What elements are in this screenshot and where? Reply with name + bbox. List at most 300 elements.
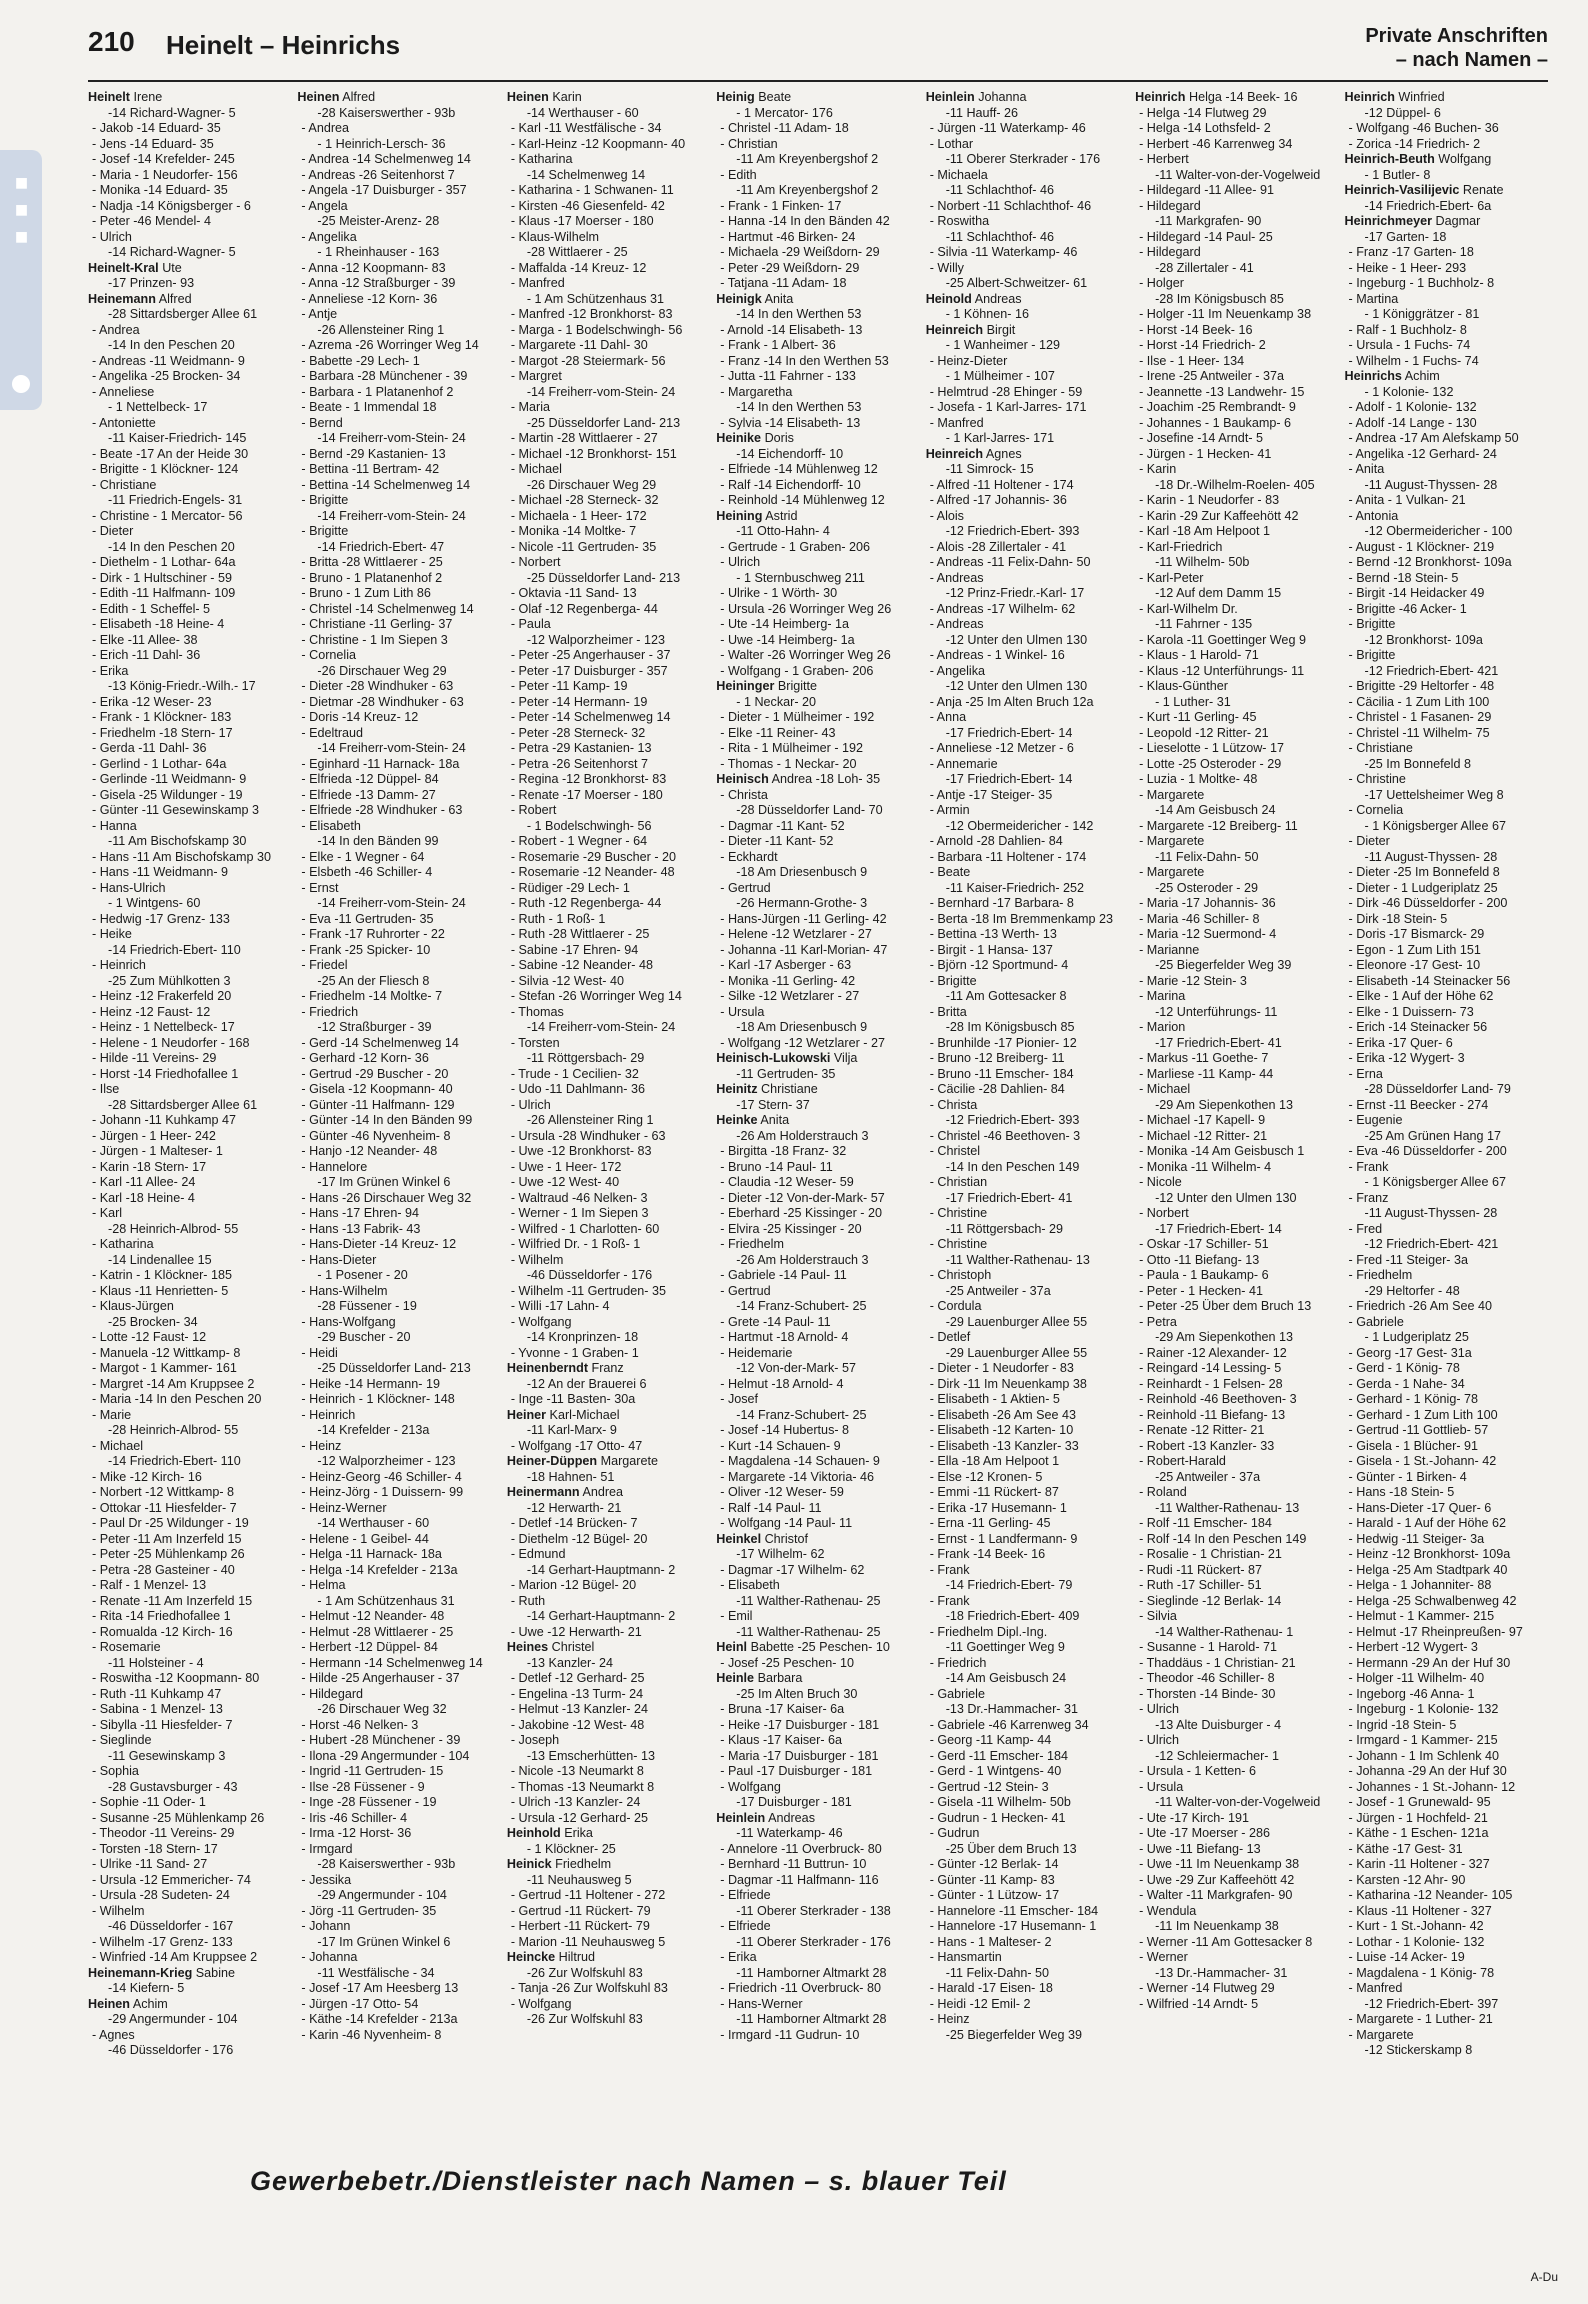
name-entry: - Tatjana -11 Adam- 18 <box>720 276 847 290</box>
name-entry: - Erika -17 Quer- 6 <box>1348 1035 1453 1050</box>
address-line: - 1 Butler- 8 <box>1364 167 1431 182</box>
name-entry: - Günter -12 Berlak- 14 <box>929 1857 1059 1871</box>
name-entry: - Eleonore -17 Gest- 10 <box>1348 958 1481 972</box>
name-entry: - Ruth - 1 Roß- 1 <box>510 911 606 926</box>
name-entry: - Horst -14 Friedrich- 2 <box>1139 338 1266 352</box>
name-entry: - Beate <box>929 865 971 879</box>
address-line: - 1 Wintgens- 60 <box>108 896 201 910</box>
name-entry: - Erna <box>1348 1066 1383 1081</box>
name-entry: - Klaus-Wilhelm <box>510 229 600 244</box>
name-entry: - Jutta -11 Fahrner - 133 <box>720 369 856 383</box>
surname: Heinrich-Beuth <box>1344 152 1435 166</box>
name-entry: - Dirk - 1 Hultschiner - 59 <box>92 570 232 585</box>
name-entry: - Uwe -12 West- 40 <box>510 1175 620 1189</box>
name-entry: - Irene -25 Antweiler - 37a <box>1139 369 1285 383</box>
name-entry: - Angelika <box>929 663 985 678</box>
name-entry: - Erika -12 Wygert- 3 <box>1348 1051 1465 1065</box>
name-entry: - Helmut -17 Rheinpreußen- 97 <box>1348 1624 1523 1639</box>
address-line: -11 Gesewinskamp 3 <box>108 1748 226 1763</box>
name-entry: - Christoph <box>929 1268 992 1282</box>
address-line: -11 August-Thyssen- 28 <box>1364 1206 1498 1220</box>
address-line: -25 Am Grünen Hang 17 <box>1364 1128 1502 1143</box>
name-entry: - Katrin - 1 Klöckner- 185 <box>92 1268 232 1282</box>
address-line: -17 Friedrich-Ebert- 14 <box>945 725 1073 740</box>
name-entry: - Elfriede -28 Windhuker - 63 <box>301 803 463 817</box>
name-entry: - Helmut - 1 Kammer- 215 <box>1348 1609 1495 1623</box>
surname-entry <box>716 1051 919 1067</box>
address-line: -25 Antweiler - 37a <box>1155 1469 1261 1484</box>
name-entry: - Werner - 1 Im Siepen 3 <box>510 1206 649 1220</box>
name-entry: - Ruth -11 Kuhkamp 47 <box>92 1686 222 1701</box>
name-entry: - Peter -11 Kamp- 19 <box>510 679 628 693</box>
name-entry: - Karin -11 Holtener - 327 <box>1348 1857 1490 1871</box>
name-entry: - Reinhold -11 Biefang- 13 <box>1139 1407 1286 1422</box>
name-entry: - Angela -17 Duisburger - 357 <box>301 183 467 197</box>
given-name: Wolfgang <box>1438 152 1492 166</box>
name-entry: - Johanna -11 Karl-Morian- 47 <box>720 942 888 957</box>
surname-entry <box>1345 183 1548 199</box>
name-entry: - Stefan -26 Worringer Weg 14 <box>510 989 682 1003</box>
name-entry: - Antoniette <box>92 415 156 430</box>
name-entry: - Petra -26 Seitenhorst 7 <box>510 756 649 771</box>
address-line: -25 Zum Mühlkotten 3 <box>108 973 231 988</box>
name-entry: - Peter -28 Sterneck- 32 <box>510 725 646 740</box>
name-entry: - Gertrud -11 Rückert- 79 <box>510 1903 651 1918</box>
name-entry: - Peter -14 Hermann- 19 <box>510 694 648 709</box>
name-entry: - Michael -28 Sterneck- 32 <box>510 493 659 507</box>
name-entry: - Wolfgang <box>720 1779 781 1794</box>
name-entry: - Birgitta -18 Franz- 32 <box>720 1144 847 1158</box>
surname: Heinen <box>88 1996 130 2011</box>
address-line: -11 Wilhelm- 50b <box>1155 555 1250 569</box>
name-entry: - Rüdiger -29 Lech- 1 <box>510 880 630 895</box>
name-entry: - Hannelore <box>301 1159 368 1174</box>
given-name: Sabine <box>195 1965 235 1980</box>
name-entry: - Karin - 1 Neudorfer - 83 <box>1139 493 1280 507</box>
address-line: -11 Karl-Marx- 9 <box>526 1423 617 1437</box>
name-entry: - Dirk -11 Im Neuenkamp 38 <box>929 1376 1087 1391</box>
name-entry: - Rita -14 Friedhofallee 1 <box>92 1609 231 1623</box>
name-entry: - Wolfgang -46 Buchen- 36 <box>1348 121 1499 135</box>
name-entry: - Günter -11 Kamp- 83 <box>929 1872 1055 1887</box>
name-entry: - Margarete <box>1139 834 1205 848</box>
name-entry: - Wolfgang <box>510 1314 572 1329</box>
address-line: -11 Am Kreyenbergshof 2 <box>736 183 879 197</box>
surname-entry <box>1345 90 1548 106</box>
name-entry: - Erika -17 Husemann- 1 <box>929 1500 1067 1515</box>
name-entry: - Helga -14 Lothsfeld- 2 <box>1139 121 1271 135</box>
name-entry: - Beate -17 An der Heide 30 <box>92 446 249 461</box>
name-entry: - Josefa - 1 Karl-Jarres- 171 <box>929 400 1087 414</box>
address-line: -14 Werthauser - 60 <box>526 105 639 120</box>
name-entry: - Sophia <box>92 1764 139 1778</box>
name-entry: - Wilfred - 1 Charlotten- 60 <box>510 1221 660 1236</box>
address-line: -11 Otto-Hahn- 4 <box>736 524 830 538</box>
address-line: -14 In den Bänden 99 <box>317 834 439 848</box>
name-entry: - Elfriede -14 Mühlenweg 12 <box>720 462 878 476</box>
name-entry: - Elisabeth -12 Karten- 10 <box>929 1423 1074 1437</box>
name-entry: - Robert <box>510 803 557 817</box>
name-entry: - Holger -11 Wilhelm- 40 <box>1348 1671 1485 1685</box>
given-name: Karl-Michael <box>549 1407 620 1422</box>
name-entry: - Theodor -46 Schiller- 8 <box>1139 1671 1275 1685</box>
name-entry: - Cordula <box>929 1299 982 1313</box>
address-line: -28 Kaiserswerther - 93b <box>317 1857 456 1871</box>
given-name: Babette -25 Peschen- 10 <box>750 1640 890 1654</box>
address-line: -14 Kiefern- 5 <box>108 1981 185 1995</box>
name-entry: - Rita - 1 Mülheimer - 192 <box>720 741 864 755</box>
name-entry: - Rudi -11 Rückert- 87 <box>1139 1562 1263 1577</box>
name-entry: - Hans-Dieter -17 Quer- 6 <box>1348 1500 1492 1515</box>
name-entry: - Alois -28 Zillertaler - 41 <box>929 539 1067 554</box>
name-entry: - Gerda -11 Dahl- 36 <box>92 741 207 755</box>
surname: Heinle <box>716 1671 755 1685</box>
name-entry: - Christine - 1 Mercator- 56 <box>92 508 243 523</box>
address-line: -46 Düsseldorfer - 176 <box>108 2043 234 2057</box>
name-entry: - Britta -28 Wittlaerer - 25 <box>301 555 443 569</box>
given-name: Doris <box>764 431 794 445</box>
address-line: -46 Düsseldorfer - 176 <box>526 1268 653 1282</box>
given-name: Anita <box>760 1113 790 1127</box>
name-entry: - Norbert -11 Schlachthof- 46 <box>929 198 1092 213</box>
name-entry: - Angelika <box>301 229 357 244</box>
address-line: -28 Gustavsburger - 43 <box>108 1779 238 1794</box>
name-entry: - Oktavia -11 Sand- 13 <box>510 586 637 600</box>
address-line: -12 Unter den Ulmen 130 <box>945 632 1088 647</box>
name-entry: - Elfriede <box>720 1888 771 1902</box>
address-line: -11 August-Thyssen- 28 <box>1364 849 1498 864</box>
name-entry: - Brigitte <box>301 524 349 538</box>
given-name: Agnes <box>985 446 1022 461</box>
address-line: -25 Über dem Bruch 13 <box>945 1841 1077 1856</box>
name-entry: - Jürgen - 1 Hochfeld- 21 <box>1348 1810 1488 1825</box>
name-entry: - Frank <box>929 1593 970 1608</box>
name-entry: - Maria <box>510 400 551 414</box>
directory-column <box>1345 90 1548 2160</box>
name-entry: - Peter - 1 Hecken- 41 <box>1139 1283 1263 1298</box>
name-entry: - Holger <box>1139 276 1184 290</box>
name-entry: - Eva -46 Düsseldorfer - 200 <box>1348 1144 1507 1158</box>
name-entry: - Christine <box>1348 772 1406 786</box>
name-entry: - Helga - 1 Johanniter- 88 <box>1348 1578 1492 1592</box>
name-entry: - Ursula - 1 Fuchs- 74 <box>1348 338 1471 352</box>
name-entry: - Dieter - 1 Ludgeriplatz 25 <box>1348 880 1498 895</box>
surname: Heinrich <box>1344 90 1395 104</box>
name-entry: - Elfriede <box>720 1919 771 1933</box>
name-entry: - Björn -12 Sportmund- 4 <box>929 958 1069 972</box>
name-entry: - Magdalena -14 Schauen- 9 <box>720 1454 880 1468</box>
name-entry: - Bruno -14 Paul- 11 <box>720 1159 833 1174</box>
name-entry: - Andreas - 1 Winkel- 16 <box>929 648 1065 662</box>
name-entry: - Gertrud -11 Holtener - 272 <box>510 1888 666 1902</box>
name-entry: - Katharina - 1 Schwanen- 11 <box>510 183 674 197</box>
address-line: - 1 Am Schützenhaus 31 <box>317 1593 455 1608</box>
name-entry: - Christiane <box>1348 741 1413 755</box>
name-entry: - Detlef -12 Gerhard- 25 <box>510 1671 645 1685</box>
address-line: -25 Biegerfelder Weg 39 <box>1155 958 1292 972</box>
address-line: -29 Buscher - 20 <box>317 1330 411 1344</box>
address-line: -14 Franz-Schubert- 25 <box>736 1299 867 1313</box>
name-entry: - Margarete -14 Viktoria- 46 <box>720 1469 875 1484</box>
name-entry: - Brigitte <box>1348 648 1396 662</box>
name-entry: - Peter -11 Am Inzerfeld 15 <box>92 1531 242 1546</box>
name-entry: - Dieter -25 Im Bonnefeld 8 <box>1348 865 1500 879</box>
name-entry: - Wolfgang -12 Wetzlarer - 27 <box>720 1035 885 1050</box>
name-entry: - Angelika -25 Brocken- 34 <box>92 369 241 383</box>
name-entry: - Sabina - 1 Menzel- 13 <box>92 1702 223 1716</box>
name-entry: - Hans -13 Fabrik- 43 <box>301 1221 421 1236</box>
name-entry: - Maffalda -14 Kreuz- 12 <box>510 260 647 275</box>
name-entry: - Hans-Jürgen -11 Gerling- 42 <box>720 911 887 926</box>
name-entry: - Jeannette -13 Landwehr- 15 <box>1139 384 1305 399</box>
name-entry: - Erna -11 Gerling- 45 <box>929 1516 1051 1530</box>
name-entry: - Karola -11 Goettinger Weg 9 <box>1139 632 1306 647</box>
name-entry: - Elisabeth -14 Steinacker 56 <box>1348 973 1511 988</box>
name-entry: - Peter -29 Weißdorn- 29 <box>720 260 860 275</box>
name-entry: - Marina <box>1139 989 1186 1003</box>
address-line: - 1 Rheinhauser - 163 <box>317 245 440 259</box>
address-line: - 1 Heinrich-Lersch- 36 <box>317 136 446 151</box>
directory-column <box>88 90 291 2160</box>
name-entry: - Werner <box>1139 1950 1188 1964</box>
address-line: -25 Biegerfelder Weg 39 <box>945 2027 1082 2042</box>
name-entry: - Elisabeth <box>720 1578 780 1592</box>
name-entry: - Peter -14 Schelmenweg 14 <box>510 710 671 724</box>
name-entry: - Gerd - 1 Wintgens- 40 <box>929 1764 1062 1778</box>
name-entry: - Gertrud -12 Stein- 3 <box>929 1779 1049 1794</box>
name-entry: - Wolfgang -17 Otto- 47 <box>510 1438 643 1453</box>
name-entry: - Ute -14 Heimberg- 1a <box>720 617 850 631</box>
name-entry: - Holger -11 Im Neuenkamp 38 <box>1139 307 1312 321</box>
name-entry: - Annelore -11 Overbruck- 80 <box>720 1841 882 1856</box>
name-entry: - Maria -17 Johannis- 36 <box>1139 896 1276 910</box>
name-entry: - Ursula - 1 Ketten- 6 <box>1139 1764 1256 1778</box>
name-entry: - Bruna -17 Kaiser- 6a <box>720 1702 845 1716</box>
name-entry: - Günter - 1 Lützow- 17 <box>929 1888 1060 1902</box>
name-entry: - Bernhard -11 Buttrun- 10 <box>720 1857 867 1871</box>
given-name: Barbara <box>757 1671 803 1685</box>
name-entry: - Frank -25 Spicker- 10 <box>301 942 431 957</box>
name-entry: - Josef <box>720 1392 759 1406</box>
name-entry: - Michaela -29 Weißdorn- 29 <box>720 245 880 259</box>
name-entry: - Yvonne - 1 Graben- 1 <box>510 1345 639 1360</box>
name-entry: - Maria -12 Suermond- 4 <box>1139 927 1277 941</box>
address-line: - 1 Königgrätzer - 81 <box>1364 307 1480 321</box>
footer-code: A-Du <box>1530 2270 1558 2284</box>
surname: Heinemann-Krieg <box>88 1965 193 1980</box>
address-line: -18 Am Driesenbusch 9 <box>736 865 868 879</box>
name-entry: - Thomas -13 Neumarkt 8 <box>510 1779 655 1794</box>
name-entry: - Adolf - 1 Kolonie- 132 <box>1348 400 1477 414</box>
name-entry: - Thomas <box>510 1004 564 1019</box>
address-line: -28 Im Königsbusch 85 <box>1155 291 1284 306</box>
name-entry: - Ursula -28 Windhuker - 63 <box>510 1128 666 1143</box>
address-line: -18 Friedrich-Ebert- 409 <box>945 1609 1080 1623</box>
name-entry: - Michael <box>1139 1082 1191 1096</box>
address-line: -12 Friedrich-Ebert- 393 <box>945 524 1080 538</box>
surname-entry <box>88 292 291 308</box>
name-entry: - Andreas -17 Wilhelm- 62 <box>929 601 1076 616</box>
name-entry: - Leopold -12 Ritter- 21 <box>1139 725 1269 740</box>
name-entry: - Michael <box>92 1438 144 1453</box>
address-line: -14 Friedrich-Ebert- 110 <box>108 1454 241 1468</box>
name-entry: - Willy <box>929 260 964 275</box>
address-line: -11 Felix-Dahn- 50 <box>945 1965 1050 1980</box>
name-entry: - Bruno -11 Emscher- 184 <box>929 1066 1074 1081</box>
name-entry: - Zorica -14 Friedrich- 2 <box>1348 136 1481 151</box>
name-entry: - Magdalena - 1 König- 78 <box>1348 1965 1495 1980</box>
address-line: -17 Prinzen- 93 <box>108 276 195 290</box>
name-entry: - Detlef <box>929 1330 971 1344</box>
name-entry: - Frank - 1 Albert- 36 <box>720 338 836 352</box>
name-entry: - Ulrich <box>1139 1733 1179 1747</box>
name-entry: - Herbert -11 Rückert- 79 <box>510 1919 650 1933</box>
name-entry: - Edith - 1 Scheffel- 5 <box>92 601 211 616</box>
name-entry: - Heike -17 Duisburger - 181 <box>720 1717 880 1732</box>
address-line: -13 Dr.-Hammacher- 31 <box>1155 1965 1288 1980</box>
surname-entry <box>716 1082 919 1098</box>
address-line: -28 Im Königsbusch 85 <box>945 1020 1075 1034</box>
name-entry: - Franz -14 In den Werthen 53 <box>720 353 889 368</box>
name-entry: - Christa <box>929 1097 978 1112</box>
name-entry: - Tanja -26 Zur Wolfskuhl 83 <box>510 1981 668 1995</box>
name-entry: - Josef - 1 Grunewald- 95 <box>1348 1795 1491 1809</box>
name-entry: - Gerhard - 1 Zum Lith 100 <box>1348 1407 1498 1422</box>
surname: Heines <box>506 1640 549 1654</box>
name-entry: - Ingeburg - 1 Kolonie- 132 <box>1348 1702 1499 1716</box>
name-entry: - Elisabeth <box>301 818 361 833</box>
name-entry: - Johanna <box>301 1950 358 1964</box>
name-entry: - Cäcilie -28 Dahlien- 84 <box>929 1082 1065 1096</box>
address-line: -18 Am Driesenbusch 9 <box>736 1020 868 1034</box>
name-entry: - Anita <box>1348 462 1385 476</box>
name-entry: - Karin -29 Zur Kaffeehött 42 <box>1139 508 1299 523</box>
name-entry: - Ralf -14 Eichendorff- 10 <box>720 477 861 492</box>
name-entry: - Hans -11 Am Bischofskamp 30 <box>92 849 271 864</box>
name-entry: - Helmut -28 Wittlaerer - 25 <box>301 1624 454 1639</box>
surname: Heinermann <box>506 1485 580 1499</box>
name-entry: - Claudia -12 Weser- 59 <box>720 1175 854 1189</box>
name-entry: - Edith -11 Halfmann- 109 <box>92 586 236 600</box>
name-entry: - Helga -11 Harnack- 18a <box>301 1547 442 1561</box>
name-entry: - Karl <box>92 1206 123 1220</box>
address-line: -11 Oberer Sterkrader - 176 <box>945 152 1101 166</box>
address-line: -12 Auf dem Damm 15 <box>1155 586 1282 600</box>
address-line: - 1 Köhnen- 16 <box>945 307 1030 321</box>
name-entry: - Ulrich -13 Kanzler- 24 <box>510 1795 641 1809</box>
name-entry: - Anja -25 Im Alten Bruch 12a <box>929 694 1094 709</box>
name-entry: - Wilhelm <box>510 1252 564 1267</box>
name-entry: - Paul Dr -25 Wildunger - 19 <box>92 1516 249 1530</box>
name-entry: - Silvia -12 West- 40 <box>510 973 624 988</box>
directory-column <box>507 90 710 2160</box>
name-entry: - Andrea -14 Schelmenweg 14 <box>301 152 471 166</box>
name-entry: - Lothar <box>929 136 974 151</box>
name-entry: - Dagmar -11 Halfmann- 116 <box>720 1872 879 1887</box>
surname-entry <box>88 90 291 106</box>
name-entry: - Günter -11 Halfmann- 129 <box>301 1097 455 1112</box>
side-register-dot <box>12 375 30 393</box>
name-entry: - Anita - 1 Vulkan- 21 <box>1348 493 1466 507</box>
address-line: -46 Düsseldorfer - 167 <box>108 1919 234 1933</box>
surname: Heinlein <box>925 90 975 104</box>
name-entry: - Günter -46 Nyvenheim- 8 <box>301 1128 451 1143</box>
address-line: -12 Bronkhorst- 109a <box>1364 632 1483 647</box>
name-entry: - Rainer -12 Alexander- 12 <box>1139 1345 1287 1360</box>
name-entry: - Hans -17 Ehren- 94 <box>301 1206 420 1220</box>
name-entry: - Karl -17 Asberger - 63 <box>720 958 852 972</box>
address-line: -14 Gerhart-Hauptmann- 2 <box>526 1609 676 1623</box>
name-entry: - Susanne - 1 Harold- 71 <box>1139 1640 1278 1654</box>
surname-entry <box>507 90 710 106</box>
address-line: -25 Im Alten Bruch 30 <box>736 1686 858 1701</box>
name-entry: - Heinrich <box>92 958 146 972</box>
name-entry: - Dieter <box>1348 834 1390 848</box>
name-entry: - Johanna -29 An der Huf 30 <box>1348 1764 1507 1778</box>
directory-column <box>716 90 919 2160</box>
name-entry: - Gisela - 1 St.-Johann- 42 <box>1348 1454 1497 1468</box>
name-entry: - Bettina -11 Bertram- 42 <box>301 462 440 476</box>
name-entry: - Udo -11 Dahlmann- 36 <box>510 1082 646 1096</box>
name-entry: - Anna -12 Straßburger - 39 <box>301 276 456 290</box>
surname: Heinl <box>716 1640 748 1654</box>
name-entry: - Brigitte <box>301 493 349 507</box>
address-line: -17 Uettelsheimer Weg 8 <box>1364 787 1504 802</box>
name-entry: - Cornelia <box>1348 803 1404 817</box>
given-name: Andrea <box>582 1485 624 1499</box>
name-entry: - Antje <box>301 307 338 321</box>
name-entry: - Klaus-Jürgen <box>92 1299 174 1313</box>
name-entry: - Irmgard - 1 Kammer- 215 <box>1348 1733 1498 1747</box>
name-entry: - Horst -14 Friedhofallee 1 <box>92 1066 239 1081</box>
name-entry: - Elke -11 Allee- 38 <box>92 632 198 647</box>
name-entry: - Gertrud <box>720 880 771 895</box>
name-entry: - Marion <box>1139 1020 1186 1034</box>
name-entry: - Dieter -12 Von-der-Mark- 57 <box>720 1190 885 1205</box>
given-name: Irene <box>133 90 163 104</box>
surname-entry <box>716 772 919 788</box>
address-line: -14 Werthauser - 60 <box>317 1516 430 1530</box>
address-line: -14 Walther-Rathenau- 1 <box>1155 1624 1294 1639</box>
address-line: -25 Düsseldorfer Land- 213 <box>526 570 681 585</box>
name-entry: - Elke - 1 Auf der Höhe 62 <box>1348 989 1494 1003</box>
address-line: -11 Markgrafen- 90 <box>1155 214 1262 228</box>
name-entry: - Ilse <box>92 1082 120 1096</box>
name-entry: - Reinhardt - 1 Felsen- 28 <box>1139 1376 1283 1391</box>
name-entry: - Jörg -11 Gertruden- 35 <box>301 1903 437 1918</box>
name-entry: - Maria -14 In den Peschen 20 <box>92 1392 262 1406</box>
given-name: Winfried <box>1398 90 1445 104</box>
name-entry: - Silvia -11 Waterkamp- 46 <box>929 245 1078 259</box>
surname-entry <box>1135 90 1338 106</box>
name-entry: - Ursula -12 Gerhard- 25 <box>510 1810 649 1825</box>
name-entry: - Andreas <box>929 617 984 631</box>
page-header <box>88 20 1548 82</box>
surname-entry <box>507 1454 710 1470</box>
name-entry: - Heinz <box>301 1438 342 1453</box>
address-line: -11 Am Bischofskamp 30 <box>108 834 247 848</box>
name-entry: - Gerd -11 Emscher- 184 <box>929 1748 1069 1763</box>
address-line: -11 Neuhausweg 5 <box>526 1872 632 1887</box>
name-entry: - Paula - 1 Baukamp- 6 <box>1139 1268 1269 1282</box>
name-entry: - Oskar -17 Schiller- 51 <box>1139 1237 1269 1251</box>
name-entry: - Klaus -17 Moerser - 180 <box>510 214 654 228</box>
name-entry: - Robert-Harald <box>1139 1454 1226 1468</box>
name-entry: - Arnold -14 Elisabeth- 13 <box>720 322 863 337</box>
name-entry: - Werner -11 Am Gottesacker 8 <box>1139 1934 1313 1949</box>
address-line: -26 Dirschauer Weg 29 <box>317 663 447 678</box>
name-entry: - Sibylla -11 Hiesfelder- 7 <box>92 1717 233 1732</box>
